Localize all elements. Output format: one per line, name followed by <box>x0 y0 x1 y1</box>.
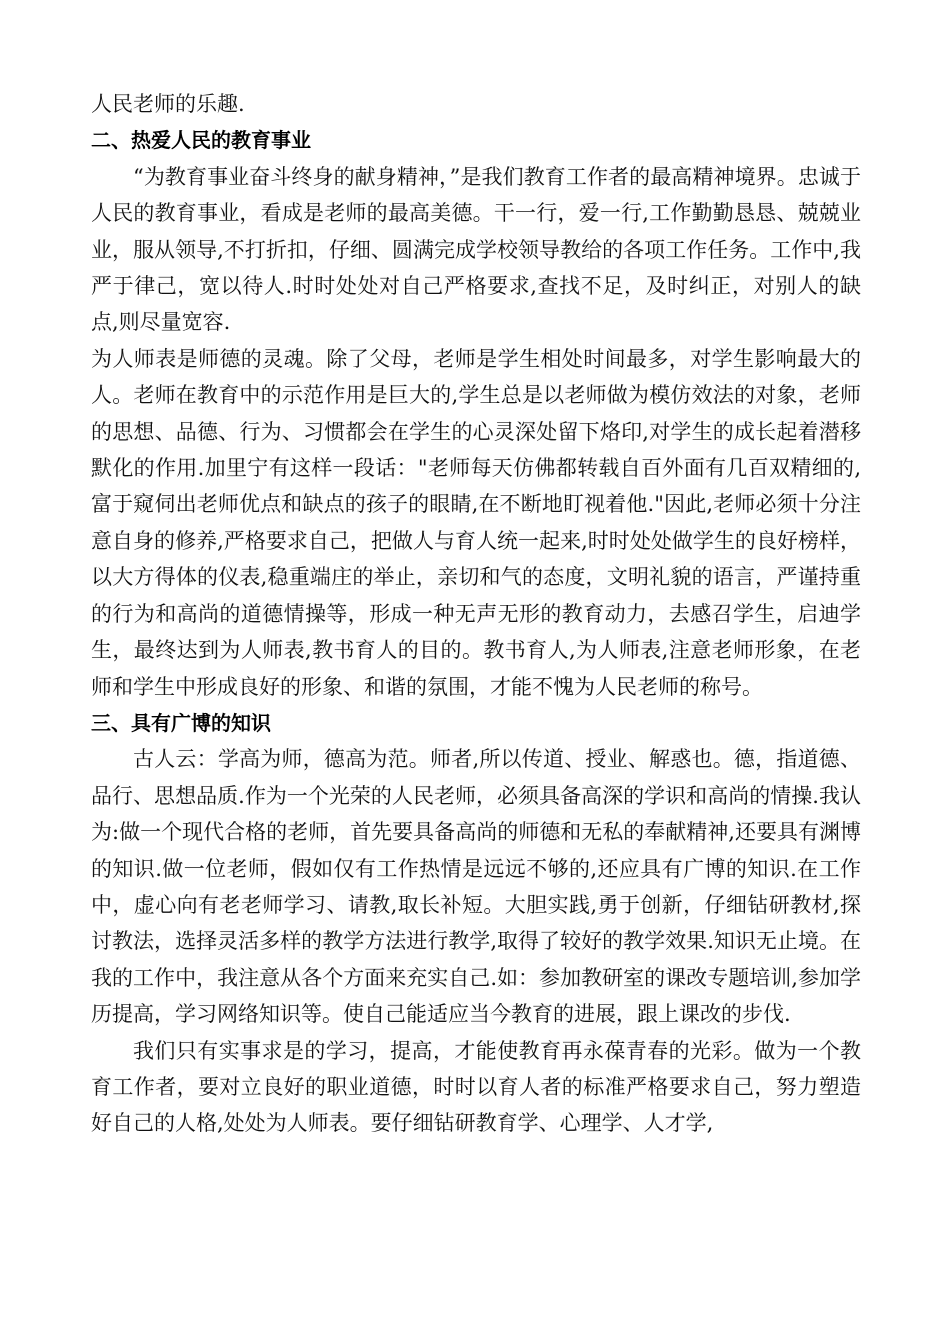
paragraph-learning: 我们只有实事求是的学习，提高，才能使教育再永葆青春的光彩。做为一个教育工作者，要对立良好的职业道德，时时以育人者的标准严格要求自己，努力塑造好自己的人格,处处为人师表。要仔细钻研教育学、心理学、人才学, <box>91 1038 861 1136</box>
paragraph-intro-fragment: 人民老师的乐趣. <box>91 92 245 116</box>
section-heading-3: 三、具有广博的知识 <box>91 710 271 735</box>
paragraph-dedication: “为教育事业奋斗终身的献身精神，”是我们教育工作者的最高精神境界。忠诚于人民的教育事业，看成是老师的最高美德。干一行，爱一行,工作勤勤恳恳、兢兢业业，服从领导,不打折扣，仔细、圆满完成学校领导教给的各项工作任务。工作中,我严于律己，宽以待人.时时处处对自己严格要求,查找不足，及时纠正，对别人的缺点,则尽量宽容. <box>91 164 861 335</box>
document-page <box>91 86 861 1142</box>
section-heading-2: 二、热爱人民的教育事业 <box>91 128 311 153</box>
paragraph-role-model: 为人师表是师德的灵魂。除了父母，老师是学生相处时间最多，对学生影响最大的人。老师在教育中的示范作用是巨大的,学生总是以老师做为模仿效法的对象，老师的思想、品德、行为、习惯都会在学生的心灵深处留下烙印,对学生的成长起着潜移默化的作用.加里宁有这样一段话："老师每天仿佛都转载自百外面有几百双精细的,富于窥伺出老师优点和缺点的孩子的眼睛,在不断地盯视着他."因此,老师必须十分注意自身的修养,严格要求自己，把做人与育人统一起来,时时处处做学生的良好榜样，以大方得体的仪表,稳重端庄的举止，亲切和气的态度，文明礼貌的语言，严谨持重的行为和高尚的道德情操等，形成一种无声无形的教育动力，去感召学生，启迪学生，最终达到为人师表,教书育人的目的。教书育人,为人师表,注意老师形象，在老师和学生中形成良好的形象、和谐的氛围，才能不愧为人民老师的称号。 <box>91 346 861 699</box>
paragraph-knowledge: 古人云：学高为师，德高为范。师者,所以传道、授业、解惑也。德，指道德、品行、思想品质.作为一个光荣的人民老师，必须具备高深的学识和高尚的情操.我认为:做一个现代合格的老师，首先要具备高尚的师德和无私的奉献精神,还要具有渊博的知识.做一位老师，假如仅有工作热情是远远不够的,还应具有广博的知识.在工作中，虚心向有老老师学习、请教,取长补短。大胆实践,勇于创新，仔细钻研教材,探讨教法，选择灵活多样的教学方法进行教学,取得了较好的教学效果.知识无止境。在我的工作中，我注意从各个方面来充实自己.如：参加教研室的课改专题培训,参加学历提高，学习网络知识等。使自己能适应当今教育的进展，跟上课改的步伐. <box>91 747 861 1027</box>
